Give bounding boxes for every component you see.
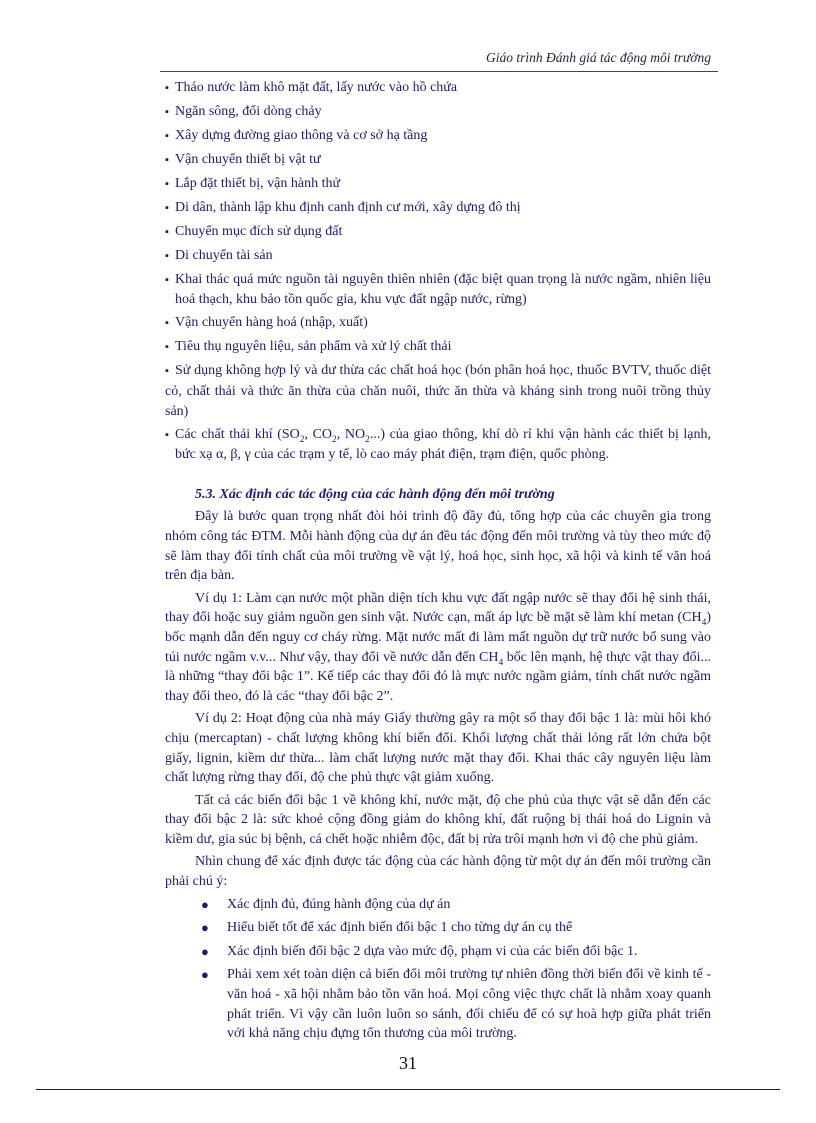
list-item: ▪ Sử dụng không hợp lý và dư thừa các chất hoá học (bón phân hoá học, thuốc BVTV, thuốc diệt cỏ, chất thải và thức ăn thừa của chăn nuôi, thức ăn thừa và kháng sinh trong nuôi trồng thủy sản) — [165, 363, 711, 419]
list-item: ▪ Vận chuyển hàng hoá (nhập, xuất) — [165, 313, 711, 334]
header-rule — [160, 71, 718, 72]
bullet-list-top — [165, 78, 711, 465]
list-item: ● Hiểu biết tốt để xác định biến đổi bậc 1 cho từng dự án cụ thể — [165, 918, 711, 938]
list-item: ▪ Di chuyển tài sản — [165, 246, 711, 267]
square-bullet-icon: ▪ — [165, 249, 169, 262]
list-item: ▪ Ngăn sông, đổi dòng chảy — [165, 102, 711, 123]
square-bullet-icon: ▪ — [165, 82, 169, 94]
square-bullet-icon: ▪ — [165, 177, 169, 190]
square-bullet-icon: ▪ — [165, 428, 169, 441]
list-item: ▪ Vận chuyển thiết bị vật tư — [165, 150, 711, 171]
square-bullet-icon: ▪ — [165, 153, 169, 166]
list-item: ▪ Di dân, thành lập khu định canh định cư mới, xây dựng đô thị — [165, 198, 711, 219]
square-bullet-icon: ▪ — [165, 201, 169, 214]
square-bullet-icon: ▪ — [165, 365, 169, 378]
footer-rule — [36, 1089, 780, 1090]
list-item: ▪ Lắp đặt thiết bị, vận hành thử — [165, 174, 711, 195]
square-bullet-icon: ▪ — [165, 317, 169, 330]
square-bullet-icon: ▪ — [165, 225, 169, 238]
square-bullet-icon: ▪ — [165, 273, 169, 286]
paragraph-second-order: Tất cả các biến đổi bậc 1 về không khí, nước mặt, độ che phủ của thực vật sẽ dẫn đến các thay đổi bậc 2 là: sức khoẻ cộng đồng giảm do không khí, đất ruộng bị thái hoá do Lignin và kiềm dư, gia súc bị bệnh, cá chết hoặc nhiễm độc, đất bị rửa trôi mạnh hơn vì độ che phủ giảm. — [165, 792, 711, 847]
list-item: ● Xác định biến đổi bậc 2 dựa vào mức độ, phạm vi của các biến đổi bậc 1. — [165, 942, 711, 962]
list-item: ● Xác định đủ, đúng hành động của dự án — [165, 895, 711, 915]
list-item-gas-emissions: ▪ Các chất thải khí ($SO_2$, $CO_2$, $NO_2$...) của giao thông, khí dò rỉ khi vận hành các thiết bị lạnh, bức xạ α, β, γ của các trạm y tế, lò cao máy phát điện, trạm điện, quốc phòng. — [165, 426, 712, 463]
square-bullet-icon: ▪ — [165, 341, 169, 354]
paragraph-example-1: Ví dụ 1: Làm cạn nước một phần diện tích khu vực đất ngập nước sẽ thay đổi hệ sinh thái, thay đổi hoặc suy giảm nguồn gen sinh vật. Nước cạn, mất áp lực bề mặt sẽ làm khí metan $(CH_4)$ bốc mạnh dẫn đến nguy cơ cháy rừng. Mặt nước mất đi làm mất nguồn dự trữ nước bổ sung vào túi nước ngầm v.v... Như vậy, thay đổi về nước dẫn đến $CH_4$ bốc lên mạnh, hệ thực vật thay đổi... là những “thay đổi bậc 1”. Kế tiếp các thay đổi đó là mực nước ngầm giảm, tính chất nước ngầm thay đổi theo, đó là các “thay đổi bậc 2”. — [165, 590, 711, 704]
page-number: 31 — [399, 1053, 417, 1073]
square-bullet-icon: ▪ — [165, 129, 169, 142]
section-heading: 5.3. Xác định các tác động của các hành động đến môi trường — [195, 486, 555, 502]
list-item: ▪ Tiêu thụ nguyên liệu, sản phẩm và xử lý chất thải — [165, 337, 711, 358]
square-bullet-icon: ▪ — [165, 105, 169, 118]
round-bullet-icon: ● — [201, 896, 209, 912]
paragraph-example-2: Ví dụ 2: Hoạt động của nhà máy Giấy thường gây ra một số thay đổi bậc 1 là: mùi hôi khó chịu (mercaptan) - chất lượng không khí biến đổi. Khối lượng chất thải lỏng rất lớn chứa bột giấy, lignin, kiềm dư thừa... làm chất lượng nước mặt thay đổi. Khai thác cây nguyên liệu làm chất lượng rừng thay đổi, độ che phủ thực vật giảm xuống. — [165, 711, 711, 786]
paragraph-notes-intro: Nhìn chung để xác định được tác động của các hành động từ một dự án đến môi trường cần phải chú ý: — [165, 854, 711, 890]
list-item: ▪ Khai thác quá mức nguồn tài nguyên thiên nhiên (đặc biệt quan trọng là nước ngầm, nhiên liệu hoá thạch, khu bảo tồn quốc gia, khu vực đất ngập nước, rừng) — [165, 271, 711, 308]
list-item: ▪ Tháo nước làm khô mặt đất, lấy nước vào hồ chứa — [165, 78, 711, 99]
round-bullet-icon: ● — [201, 943, 209, 959]
list-item: ▪ Xây dựng đường giao thông và cơ sở hạ tầng — [165, 126, 711, 147]
round-bullet-icon: ● — [201, 967, 209, 983]
bullet-list-bottom — [165, 895, 711, 1044]
list-item: ▪ Chuyển mục đích sử dụng đất — [165, 222, 711, 243]
list-item: ● Phải xem xét toàn diện cả biến đổi môi trường tự nhiên đồng thời biến đổi về kinh tế - văn hoá - xã hội nhằm bảo tồn văn hoá. Mọi công việc thực chất là nhằm xoay quanh phát triển. Vì vậy cần luôn luôn so sánh, đối chiếu để có sự hoà hợp giữa phát triển với khả năng chịu đựng tổn thương của môi trường. — [201, 967, 711, 1042]
round-bullet-icon: ● — [201, 920, 209, 936]
paragraph-intro: Đây là bước quan trọng nhất đòi hỏi trình độ đầy đủ, tổng hợp của các chuyên gia trong nhóm công tác ĐTM. Mỗi hành động của dự án đều tác động đến môi trường và tùy theo mức độ sẽ làm thay đổi tính chất của môi trường về vật lý, hoá học, sinh học, xã hội và kinh tế văn hoá trên địa bàn. — [165, 509, 711, 584]
page-header-title: Giáo trình Đánh giá tác động môi trường — [486, 50, 711, 65]
page-content — [165, 78, 711, 1048]
